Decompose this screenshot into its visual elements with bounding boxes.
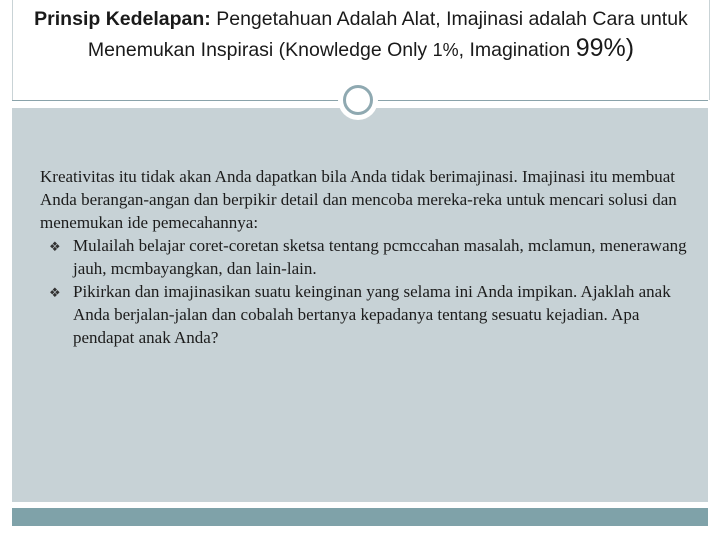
title-text-1: Pengetahuan Adalah Alat, Imajinasi adalah Cara untuk Menemukan Inspirasi (Knowledge Only — [87, 8, 688, 61]
title-bold: Prinsip Kedelapan: — [34, 8, 211, 30]
title-percent-1: 1% — [432, 40, 459, 60]
circle-ornament-icon — [338, 80, 378, 120]
bullet-list — [40, 234, 690, 349]
title-percent-2: 99%) — [575, 34, 635, 62]
bullet-text: Pikirkan dan imajinasikan suatu keinginan yang selama ini Anda impikan. Ajaklah anak Anda berjalan-jalan dan cobalah bertanya kepadanya tentang sesuatu kejadian. Apa pendapat anak Anda? — [73, 282, 671, 347]
title-text-2: , Imagination — [458, 39, 576, 61]
list-item — [40, 234, 690, 280]
slide-title — [13, 5, 709, 65]
intro-paragraph: Kreativitas itu tidak akan Anda dapatkan bila Anda tidak berimajinasi. Imajinasi itu membuat Anda berangan-angan dan berpikir detail dan mencoba mereka-reka untuk mencari solusi dan menemukan ide pemecahannya: — [40, 167, 677, 232]
diamond-bullet-icon: ❖ — [49, 239, 61, 254]
diamond-bullet-icon: ❖ — [49, 285, 61, 300]
body-text — [40, 165, 690, 349]
list-item — [40, 280, 690, 349]
bullet-text: Mulailah belajar coret-coretan sketsa tentang pcmccahan masalah, mclamun, menerawang jauh, mcmbayangkan, dan lain-lain. — [73, 236, 687, 278]
footer-bar — [12, 508, 708, 526]
